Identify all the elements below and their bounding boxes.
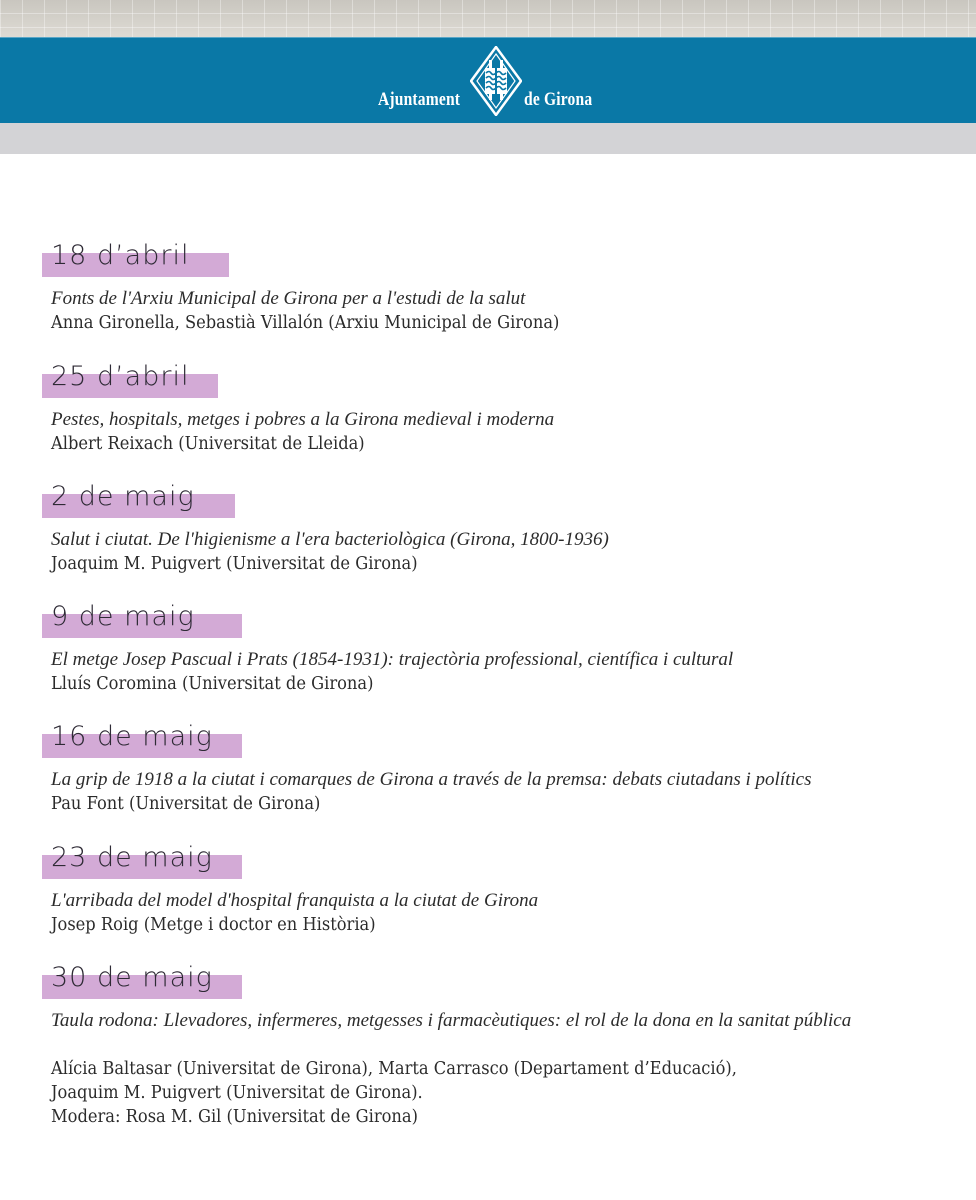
event-speakers: Anna Gironella, Sebastià Villalón (Arxiu Municipal de Girona) xyxy=(51,313,560,333)
event-date: 2 de maig xyxy=(51,481,195,512)
event-date: 30 de maig xyxy=(51,962,213,993)
event-moderator: Modera: Rosa M. Gil (Universitat de Girona) xyxy=(51,1107,418,1127)
grey-band xyxy=(0,123,976,154)
event-date: 16 de maig xyxy=(51,721,213,752)
event-date: 25 d’abril xyxy=(51,361,190,392)
event-speakers: Alícia Baltasar (Universitat de Girona), Marta Carrasco (Departament d’Educació), xyxy=(51,1059,737,1079)
event-speakers: Lluís Coromina (Universitat de Girona) xyxy=(51,674,374,694)
event-title: L'arribada del model d'hospital franquista a la ciutat de Girona xyxy=(51,890,539,911)
event-title: Fonts de l'Arxiu Municipal de Girona per a l'estudi de la salut xyxy=(51,288,526,309)
girona-coat-of-arms-diamond-icon xyxy=(470,46,522,116)
tiled-floor-photo xyxy=(0,0,976,37)
ajuntament-girona-logo xyxy=(378,46,616,116)
event-date: 9 de maig xyxy=(51,601,195,632)
event-title: Salut i ciutat. De l'higienisme a l'era bacteriològica (Girona, 1800-1936) xyxy=(51,529,609,550)
logo-text-right: de Girona xyxy=(524,89,593,110)
event-speakers: Albert Reixach (Universitat de Lleida) xyxy=(51,434,365,454)
event-title: El metge Josep Pascual i Prats (1854-1931): trajectòria professional, científica i cultural xyxy=(51,649,734,670)
event-speakers: Joaquim M. Puigvert (Universitat de Girona). xyxy=(51,1083,423,1103)
logo-text-left: Ajuntament xyxy=(378,89,461,110)
event-title: Pestes, hospitals, metges i pobres a la Girona medieval i moderna xyxy=(51,409,555,430)
header-banner xyxy=(0,37,976,124)
event-speakers: Joaquim M. Puigvert (Universitat de Girona) xyxy=(51,554,418,574)
event-date: 23 de maig xyxy=(51,842,213,873)
event-speakers: Pau Font (Universitat de Girona) xyxy=(51,794,321,814)
event-date: 18 d’abril xyxy=(51,240,190,271)
event-title: La grip de 1918 a la ciutat i comarques de Girona a través de la premsa: debats ciutadans i polítics xyxy=(51,769,812,790)
event-title: Taula rodona: Llevadores, infermeres, metgesses i farmacèutiques: el rol de la dona en la sanitat pública xyxy=(51,1010,852,1031)
event-speakers: Josep Roig (Metge i doctor en Història) xyxy=(51,915,376,935)
